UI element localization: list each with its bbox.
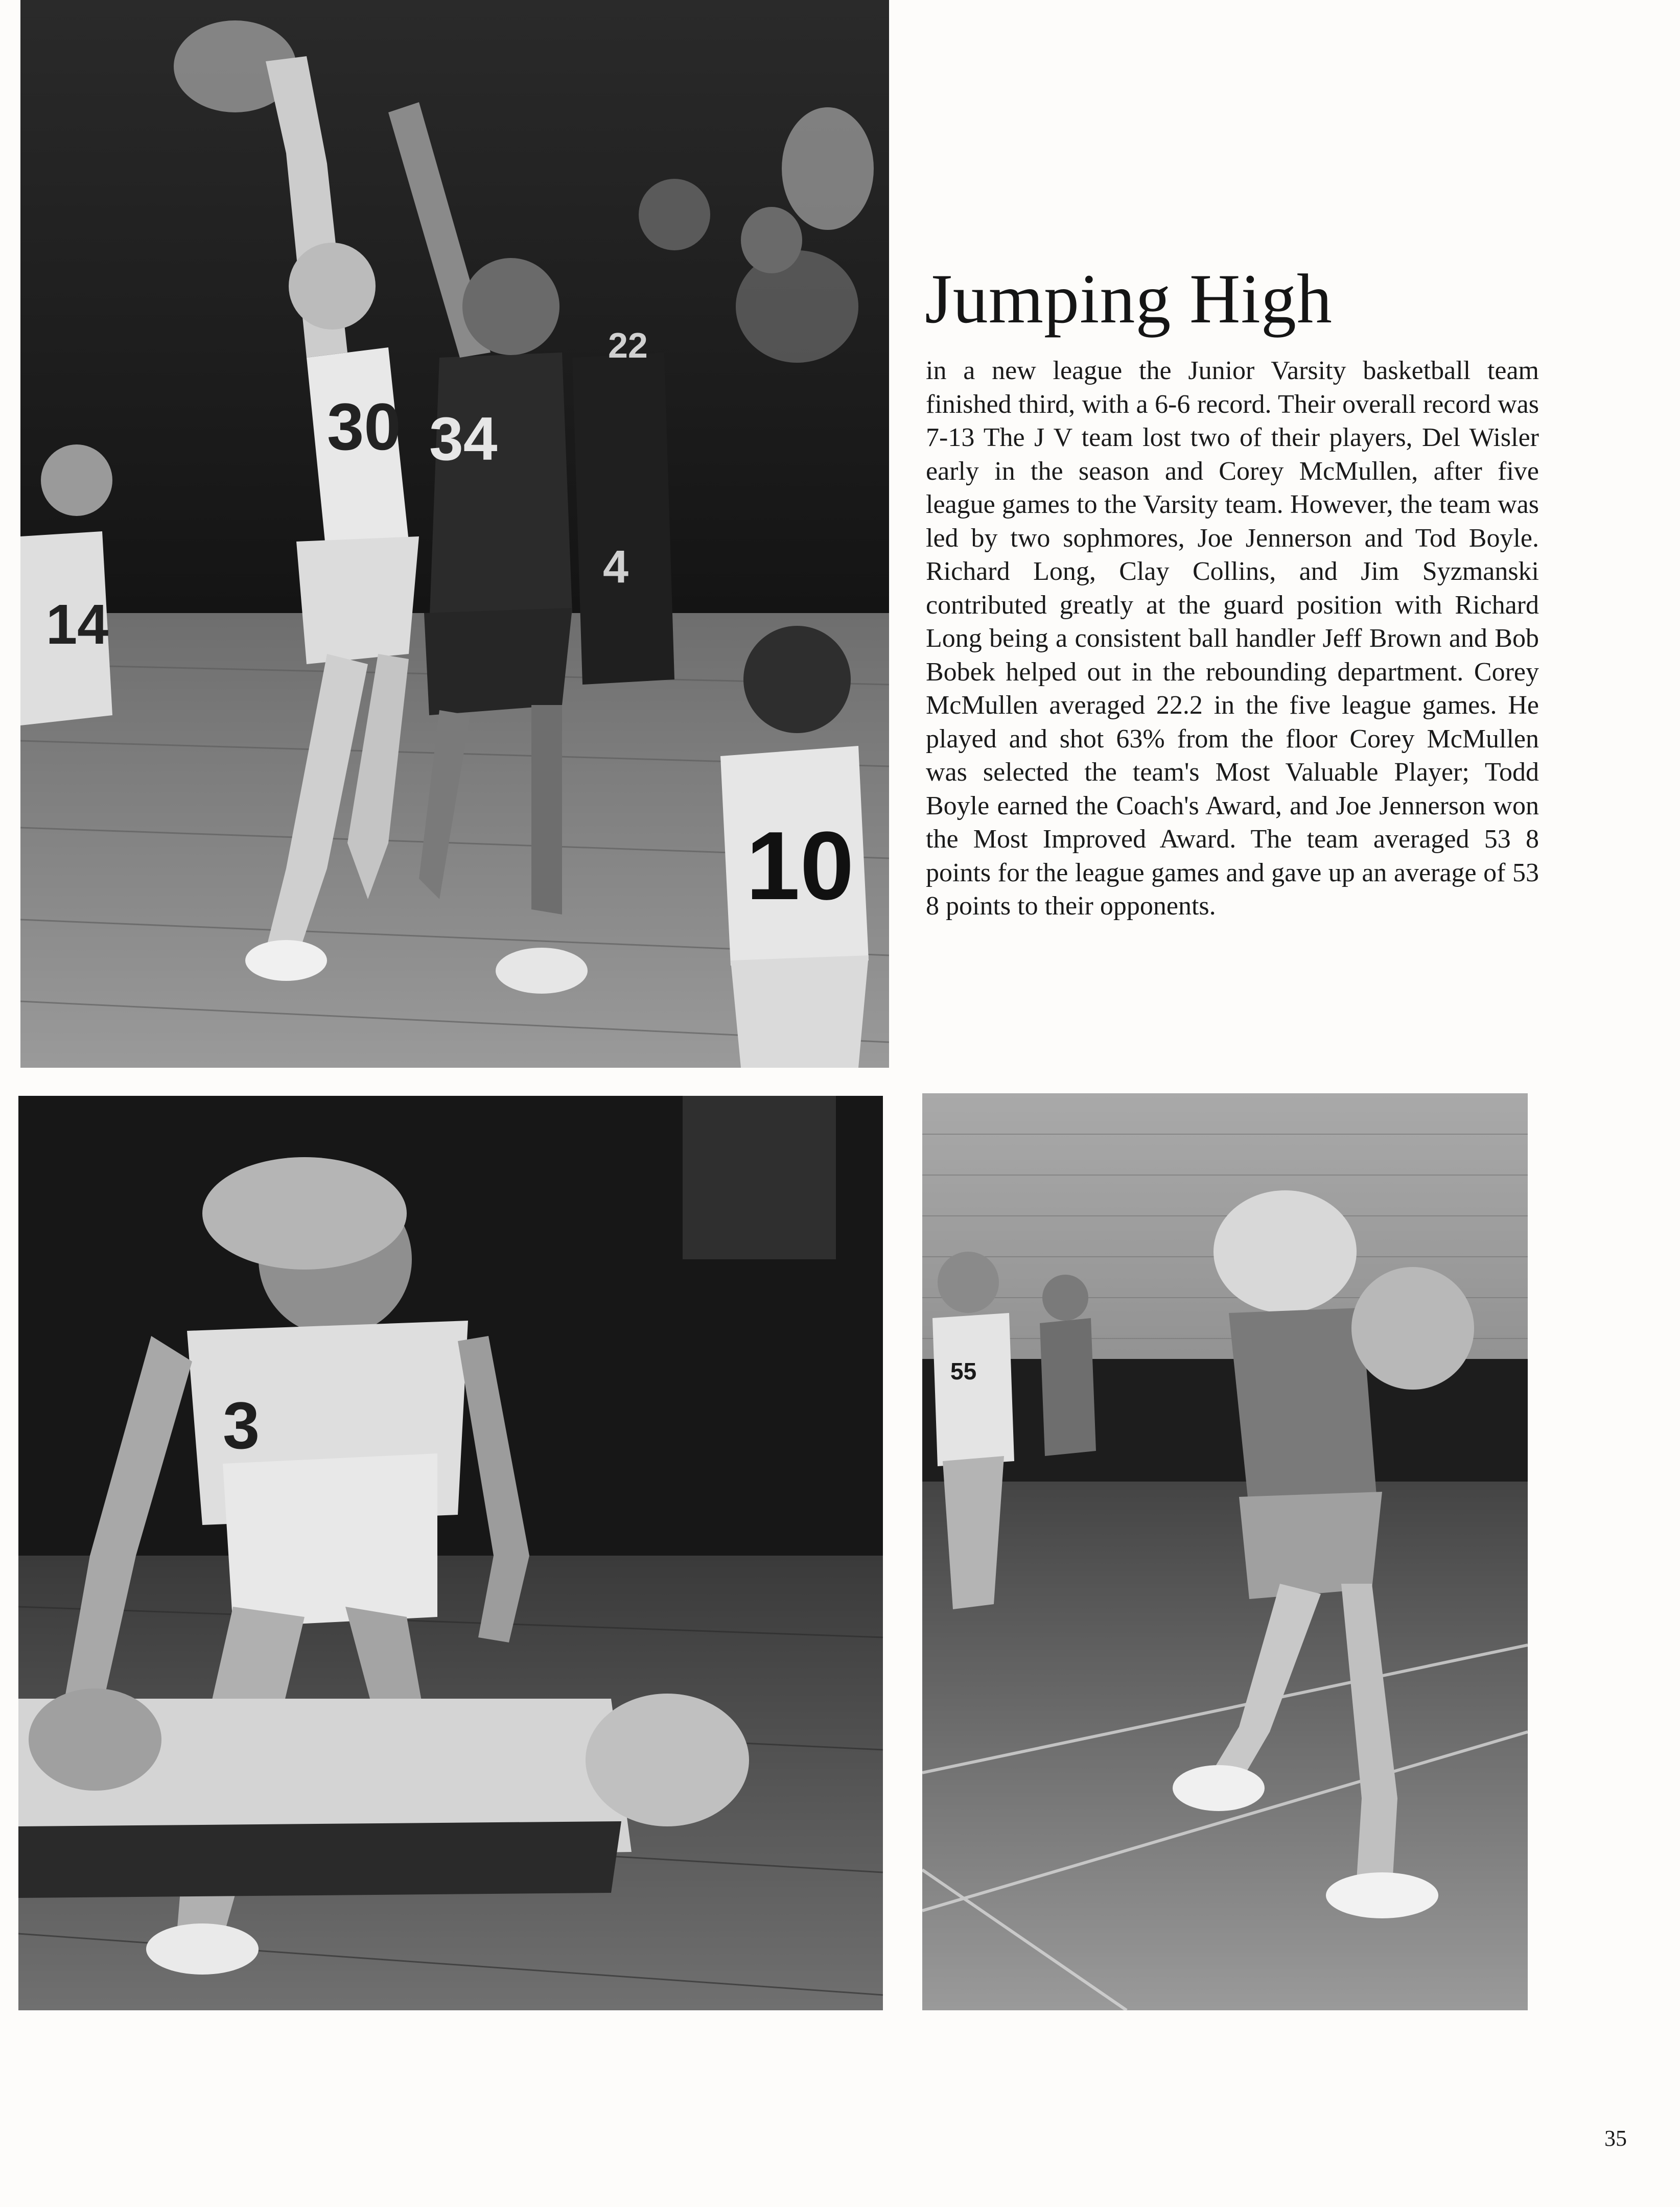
jersey-3: 3 [223, 1388, 260, 1463]
headline: Jumping High [925, 260, 1333, 338]
jersey-30: 30 [327, 389, 401, 464]
article-body: in a new league the Junior Varsity basketball team finished third, with a 6-6 record. Their overall record was 7-13 The J V team lost two of their players, Del Wisler early in the season and Corey McMullen, after five league games to the Varsity team. However, the team was led by two sophmores, Joe Jennerson and Tod Boyle. Richard Long, Clay Collins, and Jim Syzmanski contributed greatly at the guard position with Richard Long being a consistent ball handler Jeff Brown and Bob Bobek helped out in the rebounding department. Corey McMullen averaged 22.2 in the five league games. He played and shot 63% from the floor Corey McMullen was selected the team's Most Valuable Player; Todd Boyle earned the Coach's Award, and Joe Jennerson won the Most Improved Award. The team averaged 53 8 points for the league games and gave up an average of 53 8 points to their opponents. [926, 356, 1539, 921]
jersey-14: 14 [46, 593, 109, 656]
jersey-4: 4 [603, 542, 629, 593]
jersey-34: 34 [429, 405, 498, 473]
photo-jump-ball [20, 0, 889, 1068]
page-number: 35 [1604, 2126, 1627, 2151]
photo-jump-ball-image [20, 0, 889, 1068]
jersey-10: 10 [746, 812, 854, 920]
jersey-55: 55 [950, 1358, 977, 1384]
photo-floor-scramble-image [18, 1096, 883, 2010]
photo-shot-attempt-image [922, 1093, 1528, 2010]
photo-floor-scramble [18, 1096, 883, 2010]
photo-shot-attempt [922, 1093, 1528, 2010]
jersey-22: 22 [608, 325, 648, 365]
